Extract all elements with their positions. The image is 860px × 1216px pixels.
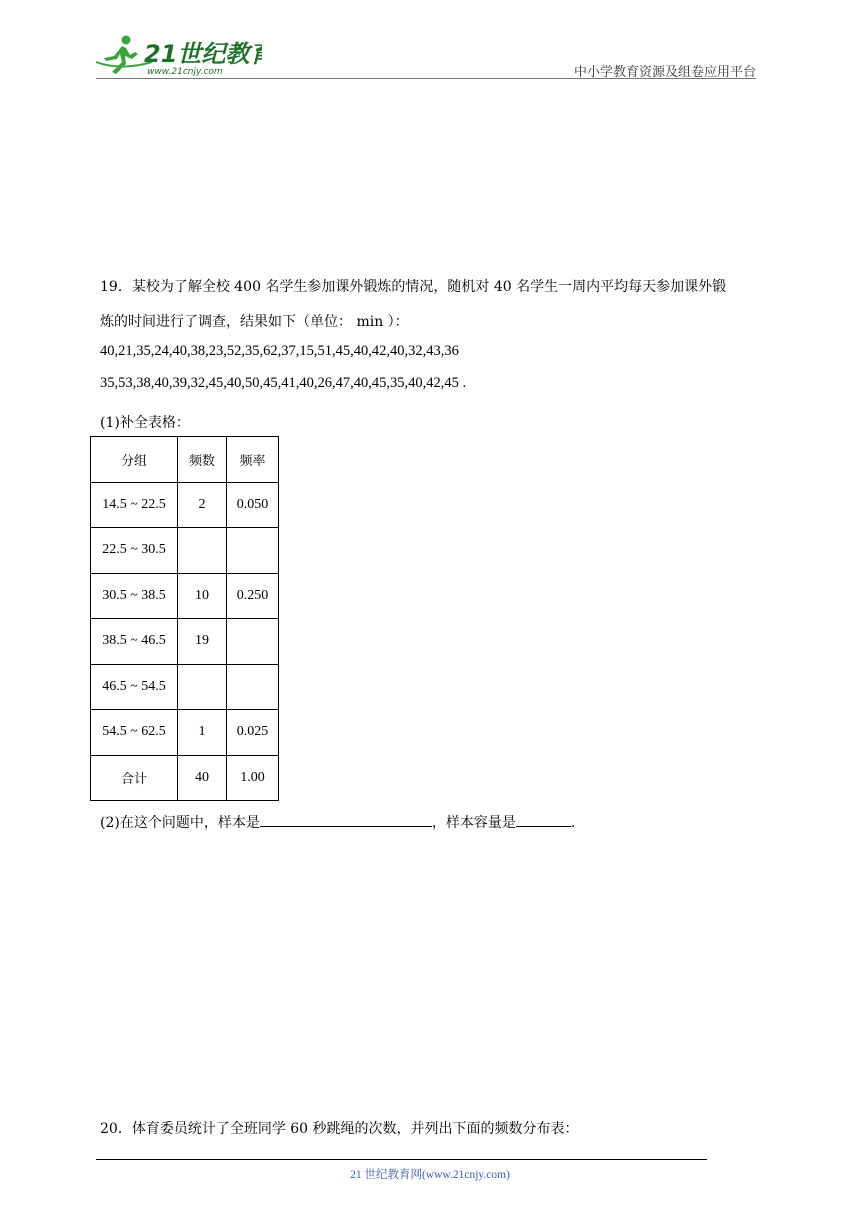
cell-count: 2 bbox=[178, 482, 227, 528]
q19-part2-text-b: ，样本容量是 bbox=[431, 815, 516, 831]
table-row bbox=[91, 528, 279, 574]
q19-data-line1: 40,21,35,24,40,38,23,52,35,62,37,15,51,45,40,42,40,32,43,36 bbox=[100, 343, 459, 359]
svg-text:www.21cnjy.com: www.21cnjy.com bbox=[147, 67, 223, 77]
cell-group: 30.5 ~ 38.5 bbox=[91, 573, 178, 619]
site-logo bbox=[92, 32, 262, 78]
total-label: 合计 bbox=[91, 755, 178, 801]
table-row bbox=[91, 482, 279, 528]
table-row bbox=[91, 619, 279, 665]
table-total-row bbox=[91, 755, 279, 801]
cell-frequency bbox=[227, 664, 279, 710]
cell-count: 1 bbox=[178, 710, 227, 756]
table-header-row bbox=[91, 437, 279, 483]
sample-size-answer-blank[interactable] bbox=[516, 812, 571, 827]
cell-count bbox=[178, 528, 227, 574]
cell-count bbox=[178, 664, 227, 710]
table-row bbox=[91, 710, 279, 756]
cell-frequency bbox=[227, 528, 279, 574]
header-group: 分组 bbox=[91, 437, 178, 483]
runner-logo-icon bbox=[92, 32, 262, 78]
cell-group: 14.5 ~ 22.5 bbox=[91, 482, 178, 528]
total-frequency: 1.00 bbox=[227, 755, 279, 801]
cell-group: 38.5 ~ 46.5 bbox=[91, 619, 178, 665]
frequency-table bbox=[90, 436, 279, 801]
header-count: 频数 bbox=[178, 437, 227, 483]
cell-frequency: 0.250 bbox=[227, 573, 279, 619]
header-tagline: 中小学教育资源及组卷应用平台 bbox=[573, 65, 756, 80]
cell-frequency bbox=[227, 619, 279, 665]
q19-part2-prompt bbox=[100, 812, 575, 832]
q19-text-line2: 炼的时间进行了调查，结果如下（单位： min ）： bbox=[100, 314, 409, 330]
q19-text-line1: 19．某校为了解全校 400 名学生参加课外锻炼的情况，随机对 40 名学生一周内平均每天参加课外锻 bbox=[100, 279, 727, 295]
cell-group: 22.5 ~ 30.5 bbox=[91, 528, 178, 574]
cell-frequency: 0.025 bbox=[227, 710, 279, 756]
cell-count: 10 bbox=[178, 573, 227, 619]
q19-data-line2: 35,53,38,40,39,32,45,40,50,45,41,40,26,47,40,45,35,40,42,45 . bbox=[100, 375, 467, 391]
header-divider bbox=[96, 78, 756, 79]
q19-part2-text-c: . bbox=[570, 815, 576, 831]
footer-text: 21 世纪教育网(www.21cnjy.com) bbox=[350, 1169, 510, 1181]
svg-text:21世纪教育: 21世纪教育 bbox=[144, 40, 262, 68]
q20-text-line1: 20．体育委员统计了全班同学 60 秒跳绳的次数，并列出下面的频数分布表： bbox=[100, 1121, 579, 1137]
total-count: 40 bbox=[178, 755, 227, 801]
footer-divider bbox=[96, 1159, 707, 1160]
cell-group: 46.5 ~ 54.5 bbox=[91, 664, 178, 710]
q19-part1-prompt: (1)补全表格： bbox=[100, 415, 190, 431]
cell-frequency: 0.050 bbox=[227, 482, 279, 528]
q19-part2-text-a: (2)在这个问题中，样本是 bbox=[100, 815, 260, 831]
cell-count: 19 bbox=[178, 619, 227, 665]
header-frequency: 频率 bbox=[227, 437, 279, 483]
cell-group: 54.5 ~ 62.5 bbox=[91, 710, 178, 756]
table-row bbox=[91, 664, 279, 710]
table-row bbox=[91, 573, 279, 619]
sample-answer-blank[interactable] bbox=[260, 812, 432, 827]
